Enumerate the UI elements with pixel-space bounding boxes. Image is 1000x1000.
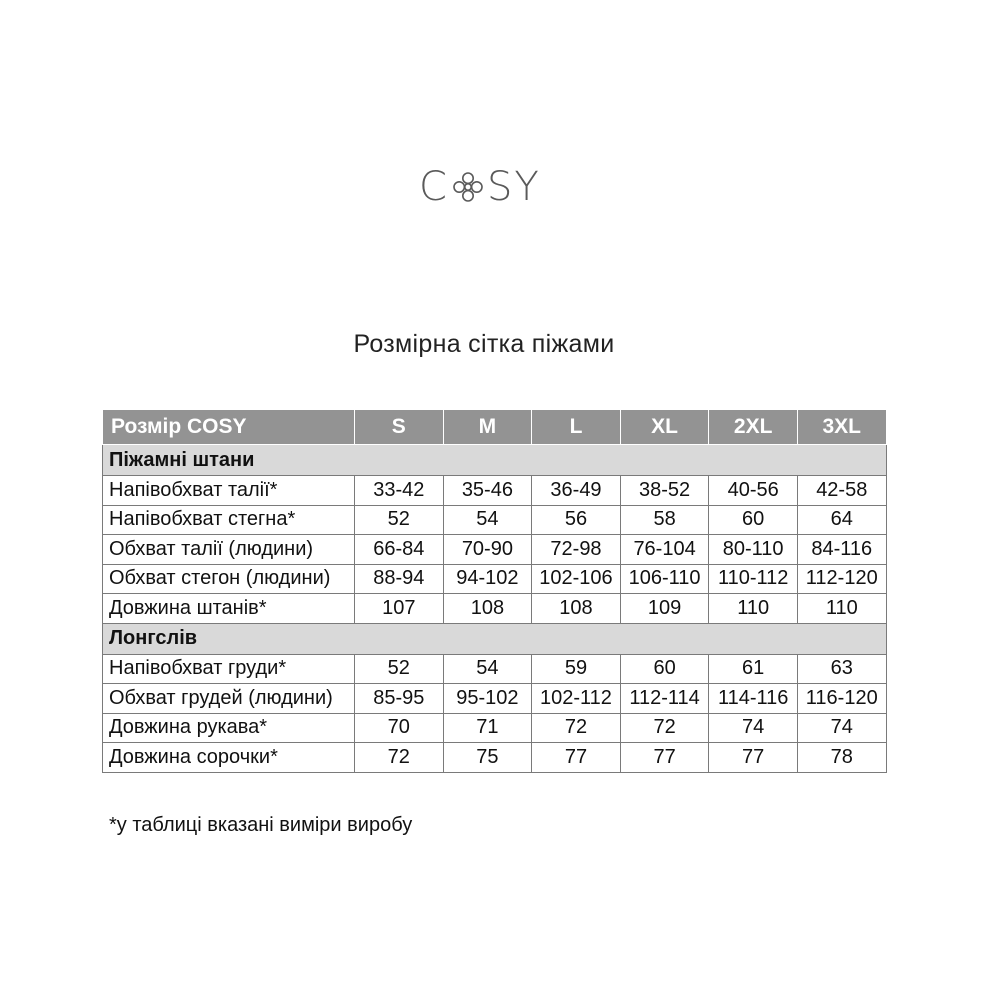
row-label: Обхват грудей (людини): [103, 684, 355, 714]
cell-value: 80-110: [709, 535, 798, 565]
cell-value: 84-116: [797, 535, 886, 565]
cell-value: 77: [532, 743, 621, 773]
cell-value: 52: [355, 654, 444, 684]
section-row: [103, 623, 887, 654]
table-row: [103, 654, 887, 684]
cell-value: 54: [443, 654, 532, 684]
cell-value: 66-84: [355, 535, 444, 565]
row-label: Напівобхват талії*: [103, 476, 355, 506]
header-size: L: [532, 410, 621, 445]
logo-letter-y: Y: [514, 164, 541, 210]
row-label: Довжина рукава*: [103, 713, 355, 743]
cell-value: 95-102: [443, 684, 532, 714]
footnote: *у таблиці вказані виміри виробу: [109, 814, 413, 836]
cell-value: 108: [532, 594, 621, 624]
table-row: [103, 505, 887, 535]
cell-value: 78: [797, 743, 886, 773]
logo-letter-s: S: [486, 164, 515, 210]
row-label: Обхват стегон (людини): [103, 564, 355, 594]
row-label: Напівобхват стегна*: [103, 505, 355, 535]
cell-value: 54: [443, 505, 532, 535]
cell-value: 88-94: [355, 564, 444, 594]
cell-value: 77: [620, 743, 709, 773]
cell-value: 102-112: [532, 684, 621, 714]
cell-value: 72: [532, 713, 621, 743]
cell-value: 72-98: [532, 535, 621, 565]
cell-value: 72: [620, 713, 709, 743]
row-label: Довжина сорочки*: [103, 743, 355, 773]
cell-value: 36-49: [532, 476, 621, 506]
section-title: Піжамні штани: [103, 445, 887, 476]
cell-value: 42-58: [797, 476, 886, 506]
cell-value: 110-112: [709, 564, 798, 594]
cell-value: 114-116: [709, 684, 798, 714]
cell-value: 71: [443, 713, 532, 743]
header-size: XL: [620, 410, 709, 445]
header-size: 2XL: [709, 410, 798, 445]
cell-value: 74: [709, 713, 798, 743]
cell-value: 109: [620, 594, 709, 624]
cell-value: 75: [443, 743, 532, 773]
cell-value: 106-110: [620, 564, 709, 594]
table-row: [103, 535, 887, 565]
header-size: M: [443, 410, 532, 445]
cell-value: 60: [620, 654, 709, 684]
cell-value: 102-106: [532, 564, 621, 594]
cell-value: 59: [532, 654, 621, 684]
row-label: Обхват талії (людини): [103, 535, 355, 565]
logo-letter-c: C: [419, 164, 449, 210]
cell-value: 94-102: [443, 564, 532, 594]
cell-value: 108: [443, 594, 532, 624]
table-row: [103, 743, 887, 773]
cell-value: 77: [709, 743, 798, 773]
cell-value: 56: [532, 505, 621, 535]
header-size: S: [355, 410, 444, 445]
cell-value: 72: [355, 743, 444, 773]
cell-value: 64: [797, 505, 886, 535]
cell-value: 74: [797, 713, 886, 743]
cell-value: 116-120: [797, 684, 886, 714]
page-title: Розмірна сітка піжами: [353, 330, 615, 358]
cell-value: 70: [355, 713, 444, 743]
cell-value: 110: [709, 594, 798, 624]
table-row: [103, 476, 887, 506]
table-row: [103, 713, 887, 743]
cell-value: 38-52: [620, 476, 709, 506]
cell-value: 107: [355, 594, 444, 624]
flower-emblem-icon: [451, 170, 485, 204]
section-row: [103, 445, 887, 476]
cell-value: 35-46: [443, 476, 532, 506]
cell-value: 70-90: [443, 535, 532, 565]
cell-value: 61: [709, 654, 798, 684]
header-label: Розмір COSY: [103, 410, 355, 445]
cell-value: 110: [797, 594, 886, 624]
cell-value: 60: [709, 505, 798, 535]
row-label: Напівобхват груди*: [103, 654, 355, 684]
header-size: 3XL: [797, 410, 886, 445]
brand-logo: [419, 163, 559, 211]
cell-value: 85-95: [355, 684, 444, 714]
section-title: Лонгслів: [103, 623, 887, 654]
cell-value: 112-120: [797, 564, 886, 594]
cell-value: 58: [620, 505, 709, 535]
cell-value: 33-42: [355, 476, 444, 506]
table-row: [103, 594, 887, 624]
cell-value: 112-114: [620, 684, 709, 714]
table-header-row: [103, 410, 887, 445]
table-row: [103, 564, 887, 594]
table-row: [103, 684, 887, 714]
cell-value: 63: [797, 654, 886, 684]
size-chart-table: [102, 409, 887, 773]
cell-value: 40-56: [709, 476, 798, 506]
row-label: Довжина штанів*: [103, 594, 355, 624]
cell-value: 76-104: [620, 535, 709, 565]
cell-value: 52: [355, 505, 444, 535]
table-body: [103, 445, 887, 773]
